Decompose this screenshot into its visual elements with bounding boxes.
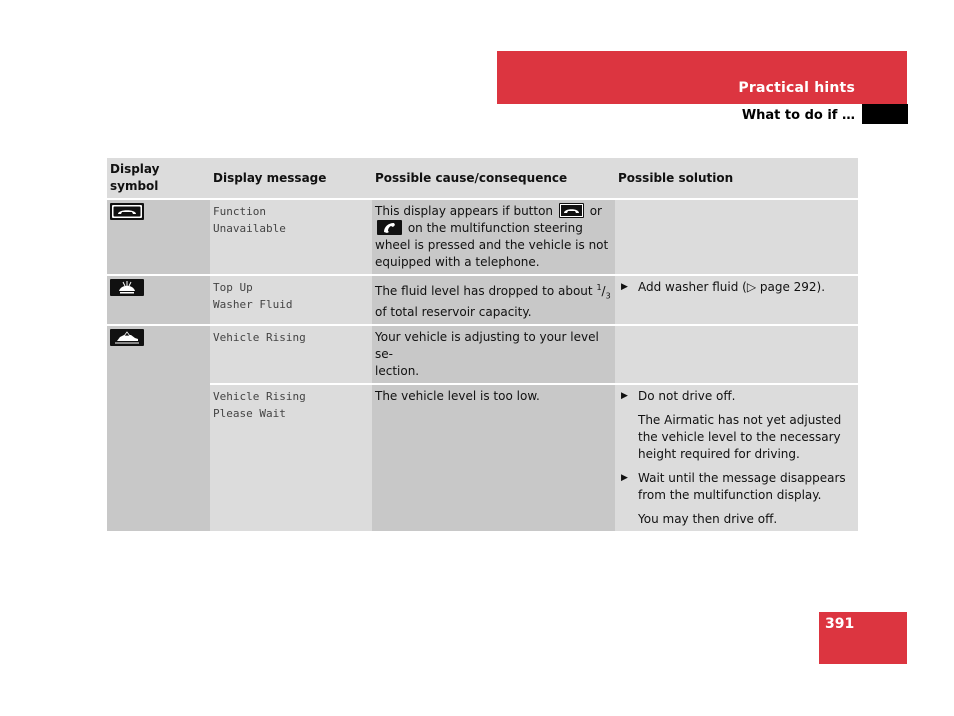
solution-step — [618, 388, 855, 405]
bullet-arrow-icon: ▶ — [621, 282, 628, 292]
washer-fluid-icon — [110, 279, 144, 296]
subsection-marker — [862, 104, 908, 124]
table-row — [107, 384, 858, 532]
cause-cell: The fluid level has dropped to about $^1/_3$ of total reservoir capacity. — [372, 275, 615, 325]
symbol-cell — [107, 325, 210, 532]
table-header-row — [107, 158, 858, 199]
solution-cell — [615, 199, 858, 275]
message-cell — [210, 199, 372, 275]
column-header-solution: Possible solution — [615, 158, 858, 199]
cause-text: lection. — [375, 364, 420, 379]
column-header-message: Display message — [210, 158, 372, 199]
cause-text: or — [589, 204, 602, 218]
display-message-line: Please Wait — [213, 407, 286, 421]
header-band — [497, 51, 907, 104]
display-message-line: Unavailable — [213, 222, 286, 235]
section-title: Practical hints — [738, 80, 855, 96]
fraction-denominator: 3 — [605, 291, 611, 301]
display-message-line: Vehicle Rising — [213, 331, 306, 345]
cause-text: Your vehicle is adjusting to your level se- — [375, 330, 599, 362]
hang-up-phone-icon — [559, 203, 584, 218]
display-message-line: Top Up — [213, 281, 253, 294]
solution-text: Wait until the message disappears from the multifunction display. — [638, 471, 846, 503]
solution-step — [618, 279, 855, 296]
pick-up-phone-icon — [377, 220, 402, 235]
vehicle-level-icon — [110, 329, 144, 346]
cause-cell — [372, 384, 615, 532]
display-message-line: Vehicle Rising — [213, 390, 306, 404]
bullet-arrow-icon: ▶ — [621, 473, 628, 484]
symbol-cell — [107, 275, 210, 325]
display-message-line: Function — [213, 205, 266, 218]
column-header-symbol: Display symbol — [107, 158, 210, 199]
solution-text: Add washer fluid (▷ page 292). — [638, 280, 826, 294]
message-cell — [210, 384, 372, 532]
solution-cell — [615, 275, 858, 325]
display-message-line: Washer Fluid — [213, 298, 293, 311]
solution-cell — [615, 384, 858, 532]
message-cell — [210, 325, 372, 384]
table-row — [107, 199, 858, 275]
table-row — [107, 275, 858, 325]
symbol-cell — [107, 199, 210, 275]
message-cell — [210, 275, 372, 325]
display-messages-table — [107, 158, 858, 533]
fraction-numerator: 1 — [596, 283, 602, 292]
bullet-arrow-icon: ▶ — [621, 391, 628, 402]
cause-text: This display appears if button — [375, 204, 554, 218]
solution-cell — [615, 325, 858, 384]
column-header-cause: Possible cause/consequence — [372, 158, 615, 199]
page-number: 391 — [825, 616, 855, 632]
solution-note: You may then drive off. — [638, 512, 778, 527]
subsection-title: What to do if … — [741, 108, 855, 123]
cause-cell — [372, 199, 615, 275]
telephone-handset-icon — [110, 203, 144, 220]
cause-text: The vehicle level is too low. — [375, 389, 540, 404]
table-row — [107, 325, 858, 384]
solution-step — [618, 470, 855, 504]
cause-text: The fluid level has dropped to about — [375, 284, 593, 298]
cause-text: on the multifunction steering wheel is pressed and the vehicle is not equipped with a telephone. — [375, 221, 609, 269]
solution-note: The Airmatic has not yet adjusted the vehicle level to the necessary height required for driving. — [638, 413, 842, 462]
solution-text: Do not drive off. — [638, 389, 736, 404]
cause-text: of total reservoir capacity. — [375, 305, 532, 320]
cause-cell — [372, 325, 615, 384]
